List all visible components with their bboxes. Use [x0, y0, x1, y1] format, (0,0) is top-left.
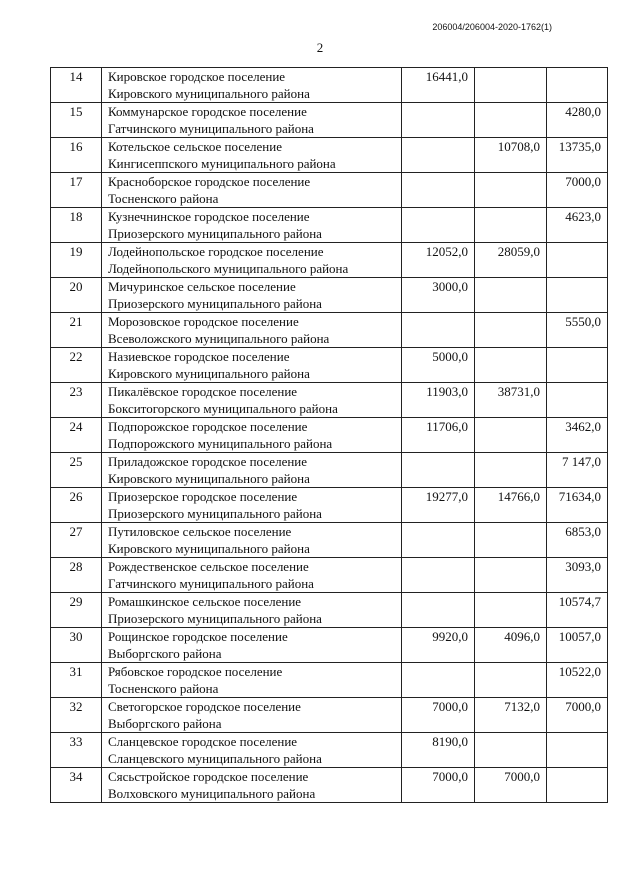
settlement-name-line1: Мичуринское сельское поселение [108, 279, 296, 294]
settlement-name-line2: Тосненского района [108, 191, 219, 206]
value-column-2 [475, 103, 547, 138]
settlement-name [102, 523, 402, 558]
table-row [51, 278, 608, 313]
settlement-name-line1: Морозовское городское поселение [108, 314, 299, 329]
settlement-name-line2: Тосненского района [108, 681, 219, 696]
row-number: 27 [51, 523, 102, 558]
settlement-name-line2: Подпорожского муниципального района [108, 436, 333, 451]
row-number: 29 [51, 593, 102, 628]
settlement-name-line2: Гатчинского муниципального района [108, 576, 314, 591]
settlement-name-line1: Кузнечнинское городское поселение [108, 209, 310, 224]
value-column-1 [402, 663, 475, 698]
table-row [51, 663, 608, 698]
value-column-2 [475, 663, 547, 698]
table-row [51, 383, 608, 418]
settlement-name-line1: Приладожское городское поселение [108, 454, 308, 469]
row-number: 14 [51, 68, 102, 103]
value-column-2: 4096,0 [475, 628, 547, 663]
value-column-3 [547, 733, 608, 768]
settlement-name [102, 768, 402, 803]
value-column-1: 16441,0 [402, 68, 475, 103]
table-row [51, 698, 608, 733]
settlement-name [102, 173, 402, 208]
settlements-table [50, 67, 608, 803]
value-column-1 [402, 558, 475, 593]
value-column-3: 6853,0 [547, 523, 608, 558]
row-number: 25 [51, 453, 102, 488]
settlement-name [102, 698, 402, 733]
settlement-name-line2: Кингисеппского муниципального района [108, 156, 336, 171]
table-row [51, 103, 608, 138]
settlement-name-line1: Коммунарское городское поселение [108, 104, 307, 119]
value-column-2: 28059,0 [475, 243, 547, 278]
value-column-2: 7132,0 [475, 698, 547, 733]
settlement-name [102, 733, 402, 768]
row-number: 20 [51, 278, 102, 313]
value-column-2 [475, 348, 547, 383]
table-row [51, 418, 608, 453]
value-column-1 [402, 208, 475, 243]
value-column-1 [402, 453, 475, 488]
settlement-name-line2: Приозерского муниципального района [108, 296, 322, 311]
settlement-name [102, 488, 402, 523]
value-column-3: 7 147,0 [547, 453, 608, 488]
settlement-name [102, 383, 402, 418]
value-column-2 [475, 523, 547, 558]
table-row [51, 593, 608, 628]
value-column-2 [475, 558, 547, 593]
value-column-2 [475, 208, 547, 243]
value-column-2 [475, 173, 547, 208]
value-column-1 [402, 173, 475, 208]
table-row [51, 208, 608, 243]
row-number: 16 [51, 138, 102, 173]
value-column-1: 9920,0 [402, 628, 475, 663]
value-column-2: 10708,0 [475, 138, 547, 173]
settlement-name [102, 348, 402, 383]
table-row [51, 733, 608, 768]
settlement-name [102, 593, 402, 628]
table-row [51, 488, 608, 523]
value-column-3: 3462,0 [547, 418, 608, 453]
settlement-name-line1: Лодейнопольское городское поселение [108, 244, 324, 259]
value-column-2: 38731,0 [475, 383, 547, 418]
table-row [51, 768, 608, 803]
row-number: 18 [51, 208, 102, 243]
page-number: 2 [316, 40, 324, 55]
value-column-3: 4280,0 [547, 103, 608, 138]
settlement-name [102, 68, 402, 103]
row-number: 17 [51, 173, 102, 208]
settlement-name [102, 628, 402, 663]
settlement-name [102, 663, 402, 698]
settlement-name-line2: Выборгского района [108, 716, 222, 731]
settlement-name-line1: Красноборское городское поселение [108, 174, 311, 189]
value-column-1: 8190,0 [402, 733, 475, 768]
value-column-3: 4623,0 [547, 208, 608, 243]
document-id: 206004/206004-2020-1762(1) [432, 22, 552, 32]
settlement-name-line1: Пикалёвское городское поселение [108, 384, 298, 399]
value-column-1: 11706,0 [402, 418, 475, 453]
settlement-name-line1: Котельское сельское поселение [108, 139, 282, 154]
table-row [51, 348, 608, 383]
value-column-3 [547, 243, 608, 278]
settlement-name-line2: Приозерского муниципального района [108, 226, 322, 241]
settlement-name-line1: Рощинское городское поселение [108, 629, 288, 644]
value-column-2 [475, 313, 547, 348]
value-column-2: 7000,0 [475, 768, 547, 803]
value-column-3 [547, 68, 608, 103]
settlement-name-line2: Гатчинского муниципального района [108, 121, 314, 136]
row-number: 28 [51, 558, 102, 593]
value-column-1: 7000,0 [402, 698, 475, 733]
value-column-2: 14766,0 [475, 488, 547, 523]
settlement-name-line2: Лодейнопольского муниципального района [108, 261, 349, 276]
value-column-3: 71634,0 [547, 488, 608, 523]
row-number: 22 [51, 348, 102, 383]
value-column-3 [547, 348, 608, 383]
settlement-name [102, 243, 402, 278]
settlement-name [102, 418, 402, 453]
value-column-1 [402, 313, 475, 348]
value-column-1: 3000,0 [402, 278, 475, 313]
settlement-name [102, 453, 402, 488]
value-column-2 [475, 733, 547, 768]
settlement-name [102, 138, 402, 173]
settlement-name-line1: Ромашкинское сельское поселение [108, 594, 302, 609]
settlement-name-line2: Кировского муниципального района [108, 541, 310, 556]
value-column-3 [547, 768, 608, 803]
settlement-name [102, 278, 402, 313]
settlement-name [102, 313, 402, 348]
value-column-1: 7000,0 [402, 768, 475, 803]
value-column-1 [402, 138, 475, 173]
table-row [51, 313, 608, 348]
settlement-name-line2: Кировского муниципального района [108, 366, 310, 381]
value-column-3 [547, 278, 608, 313]
settlement-name-line2: Кировского муниципального района [108, 86, 310, 101]
settlement-name-line2: Волховского муниципального района [108, 786, 316, 801]
value-column-1 [402, 593, 475, 628]
settlement-name [102, 208, 402, 243]
table-row [51, 558, 608, 593]
settlement-name-line1: Светогорское городское поселение [108, 699, 301, 714]
settlement-name-line2: Всеволожского муниципального района [108, 331, 330, 346]
settlement-name-line2: Приозерского муниципального района [108, 611, 322, 626]
row-number: 23 [51, 383, 102, 418]
value-column-2 [475, 68, 547, 103]
value-column-3: 7000,0 [547, 698, 608, 733]
value-column-3: 10057,0 [547, 628, 608, 663]
row-number: 24 [51, 418, 102, 453]
settlement-name [102, 558, 402, 593]
table-row [51, 453, 608, 488]
row-number: 31 [51, 663, 102, 698]
row-number: 19 [51, 243, 102, 278]
value-column-3: 10522,0 [547, 663, 608, 698]
value-column-2 [475, 278, 547, 313]
table-row [51, 243, 608, 278]
settlement-name-line2: Сланцевского муниципального района [108, 751, 322, 766]
settlement-name-line1: Рябовское городское поселение [108, 664, 283, 679]
value-column-3: 10574,7 [547, 593, 608, 628]
row-number: 26 [51, 488, 102, 523]
value-column-2 [475, 593, 547, 628]
value-column-2 [475, 453, 547, 488]
table-row [51, 68, 608, 103]
row-number: 15 [51, 103, 102, 138]
row-number: 33 [51, 733, 102, 768]
value-column-1 [402, 523, 475, 558]
row-number: 30 [51, 628, 102, 663]
value-column-1: 12052,0 [402, 243, 475, 278]
settlement-name-line1: Кировское городское поселение [108, 69, 286, 84]
value-column-3: 7000,0 [547, 173, 608, 208]
settlement-name-line1: Рождественское сельское поселение [108, 559, 309, 574]
value-column-3: 5550,0 [547, 313, 608, 348]
value-column-3 [547, 383, 608, 418]
settlement-name-line2: Приозерского муниципального района [108, 506, 322, 521]
table-row [51, 138, 608, 173]
value-column-2 [475, 418, 547, 453]
settlement-name-line1: Путиловское сельское поселение [108, 524, 292, 539]
table-row [51, 173, 608, 208]
row-number: 34 [51, 768, 102, 803]
value-column-1: 19277,0 [402, 488, 475, 523]
value-column-3: 13735,0 [547, 138, 608, 173]
table-row [51, 523, 608, 558]
settlement-name-line2: Бокситогорского муниципального района [108, 401, 338, 416]
settlement-name-line1: Сланцевское городское поселение [108, 734, 298, 749]
settlement-name [102, 103, 402, 138]
row-number: 32 [51, 698, 102, 733]
value-column-1: 5000,0 [402, 348, 475, 383]
value-column-1 [402, 103, 475, 138]
settlement-name-line1: Назиевское городское поселение [108, 349, 290, 364]
value-column-3: 3093,0 [547, 558, 608, 593]
settlement-name-line2: Кировского муниципального района [108, 471, 310, 486]
settlement-name-line1: Подпорожское городское поселение [108, 419, 308, 434]
table-row [51, 628, 608, 663]
settlement-name-line1: Сясьстройское городское поселение [108, 769, 309, 784]
value-column-1: 11903,0 [402, 383, 475, 418]
row-number: 21 [51, 313, 102, 348]
settlement-name-line2: Выборгского района [108, 646, 222, 661]
settlement-name-line1: Приозерское городское поселение [108, 489, 298, 504]
